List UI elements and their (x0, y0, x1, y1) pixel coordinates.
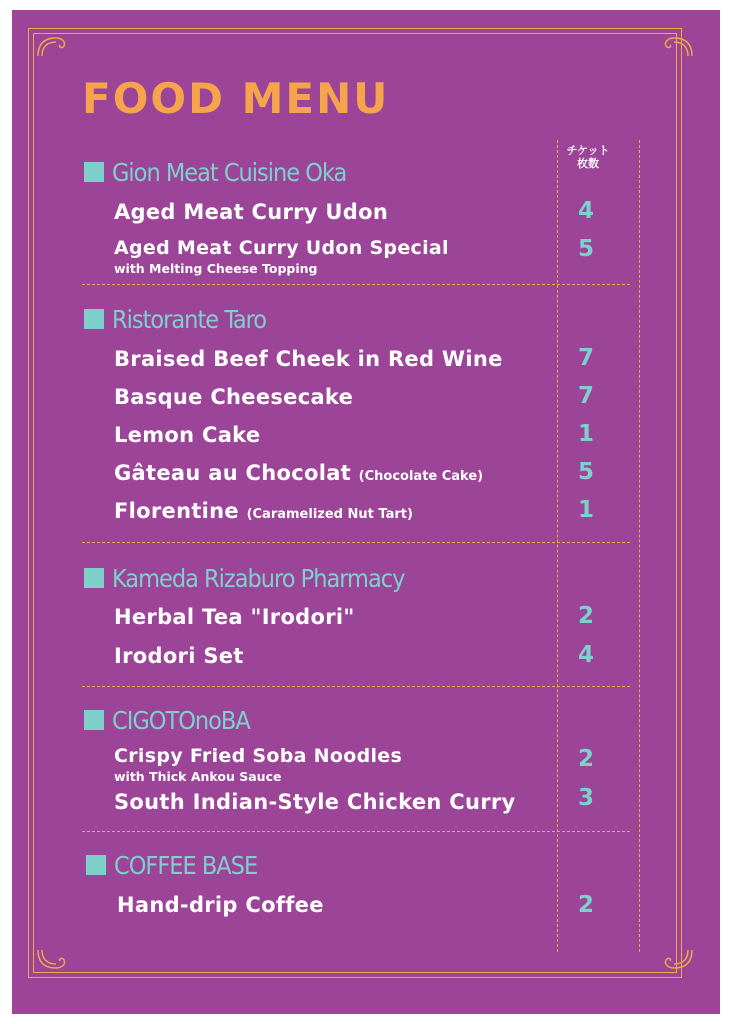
menu-item (114, 347, 503, 371)
ticket-count: 2 (577, 603, 594, 629)
menu-item (114, 461, 483, 485)
menu-item-subtitle: with Thick Ankou Sauce (114, 769, 282, 784)
menu-item-name: Hand-drip Coffee (117, 893, 324, 917)
menu-item (114, 423, 260, 447)
menu-item-note: (Caramelized Nut Tart) (246, 507, 413, 522)
square-bullet-icon (86, 855, 106, 875)
ticket-column-divider-right (639, 140, 640, 952)
ticket-count: 2 (577, 746, 594, 772)
section-title: Gion Meat Cuisine Oka (112, 157, 347, 187)
menu-item (114, 499, 413, 523)
menu-item-name: Crispy Fried Soba Noodles (114, 745, 403, 767)
menu-item-name: Basque Cheesecake (114, 385, 354, 409)
menu-item (114, 644, 244, 668)
corner-ornament-bottom-left (36, 948, 70, 970)
section-header (84, 304, 266, 334)
square-bullet-icon (84, 710, 104, 730)
ticket-count: 7 (577, 345, 594, 371)
menu-item-name: Aged Meat Curry Udon (114, 200, 389, 224)
ticket-count: 1 (577, 421, 594, 447)
ticket-header-line-2: 枚数 (577, 157, 599, 170)
ticket-count: 4 (577, 198, 594, 224)
section-header (86, 850, 257, 880)
section-header (84, 705, 250, 735)
ticket-count: 7 (577, 383, 594, 409)
menu-item-name: Irodori Set (114, 644, 244, 668)
menu-item-note: (Chocolate Cake) (358, 469, 484, 484)
menu-item-name: Herbal Tea "Irodori" (114, 605, 355, 629)
ticket-count: 3 (577, 785, 594, 811)
ticket-column-header (548, 144, 628, 170)
menu-item (114, 237, 449, 259)
menu-item (114, 200, 388, 224)
section-title: COFFEE BASE (114, 850, 258, 880)
menu-item-name: Braised Beef Cheek in Red Wine (114, 347, 503, 371)
ticket-count: 5 (577, 236, 594, 262)
square-bullet-icon (84, 162, 104, 182)
menu-item-name: South Indian-Style Chicken Curry (114, 790, 516, 814)
menu-item (114, 605, 355, 629)
menu-item (114, 745, 402, 767)
ticket-count: 4 (577, 642, 594, 668)
ticket-header-line-1: チケット (566, 144, 610, 157)
section-divider (82, 542, 630, 543)
page-title: FOOD MENU (82, 74, 390, 123)
menu-item (114, 790, 516, 814)
ticket-count: 5 (577, 459, 594, 485)
ticket-count: 2 (577, 892, 594, 918)
menu-item-name: Aged Meat Curry Udon Special (114, 237, 449, 259)
ticket-count: 1 (577, 497, 594, 523)
section-title: Kameda Rizaburo Pharmacy (112, 563, 405, 593)
menu-item-name: Gâteau au Chocolat (114, 461, 352, 485)
corner-ornament-top-left (36, 36, 70, 58)
section-title: Ristorante Taro (112, 304, 267, 334)
corner-ornament-top-right (660, 36, 694, 58)
section-divider (82, 686, 630, 687)
section-divider (82, 831, 630, 832)
square-bullet-icon (84, 309, 104, 329)
menu-item (117, 893, 324, 917)
corner-ornament-bottom-right (660, 948, 694, 970)
section-divider (82, 284, 630, 285)
menu-item (114, 385, 353, 409)
menu-item-name: Florentine (114, 499, 239, 523)
square-bullet-icon (84, 568, 104, 588)
section-title: CIGOTOnoBA (112, 705, 250, 735)
section-header (84, 563, 404, 593)
section-header (84, 157, 346, 187)
menu-item-name: Lemon Cake (114, 423, 261, 447)
menu-item-subtitle: with Melting Cheese Topping (114, 261, 318, 276)
